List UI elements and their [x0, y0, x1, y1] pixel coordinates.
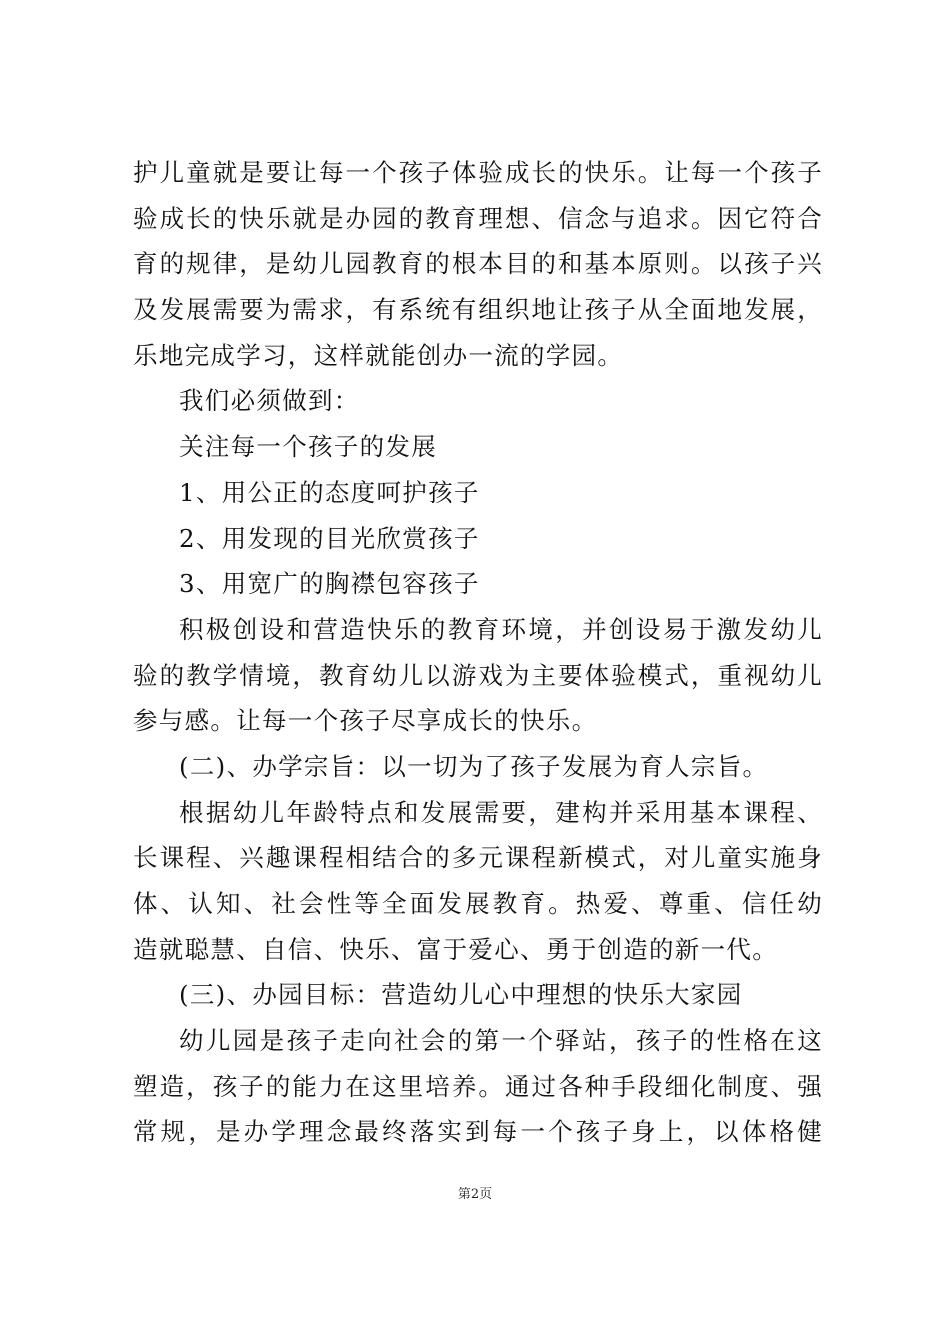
text-line: 体、认知、社会性等全面发展教育。热爱、尊重、信任幼: [133, 889, 823, 918]
text-line: 积极创设和营造快乐的教育环境，并创设易于激发幼儿: [179, 614, 823, 644]
text-line: 1、用公正的态度呵护孩子: [179, 477, 480, 507]
text-line: 2、用发现的目光欣赏孩子: [179, 523, 480, 553]
text-line: 造就聪慧、自信、快乐、富于爱心、勇于创造的新一代。: [133, 934, 778, 964]
text-line: 根据幼儿年龄特点和发展需要，建构并采用基本课程、: [179, 797, 823, 827]
text-line: 及发展需要为需求，有系统有组织地让孩子从全面地发展，: [133, 295, 823, 325]
page-number: 第2页: [457, 1187, 493, 1202]
text-line: 护儿童就是要让每一个孩子体验成长的快乐。让每一个孩子: [133, 158, 823, 187]
text-line: (二)、办学宗旨：以一切为了孩子发展为育人宗旨。: [179, 751, 769, 781]
text-line: 育的规律，是幼儿园教育的根本目的和基本原则。以孩子兴: [133, 249, 823, 279]
text-line: (三)、办园目标：营造幼儿心中理想的快乐大家园: [179, 980, 743, 1010]
text-line: 乐地完成学习，这样就能创办一流的学园。: [133, 340, 624, 370]
text-line: 常规，是办学理念最终落实到每一个孩子身上，以体格健: [133, 1117, 823, 1147]
text-line: 长课程、兴趣课程相结合的多元课程新模式，对儿童实施身: [133, 843, 823, 873]
text-line: 关注每一个孩子的发展: [179, 432, 437, 462]
document-body: [133, 150, 823, 1155]
text-line: 我们必须做到：: [179, 386, 360, 416]
text-line: 塑造，孩子的能力在这里培养。通过各种手段细化制度、强: [133, 1071, 823, 1101]
text-line: 3、用宽广的胸襟包容孩子: [179, 569, 480, 599]
text-line: 验成长的快乐就是办园的教育理想、信念与追求。因它符合: [133, 203, 823, 233]
text-line: 参与感。让每一个孩子尽享成长的快乐。: [133, 706, 598, 736]
text-line: 验的教学情境，教育幼儿以游戏为主要体验模式，重视幼儿: [133, 660, 823, 690]
text-line: 幼儿园是孩子走向社会的第一个驿站，孩子的性格在这: [179, 1026, 823, 1056]
